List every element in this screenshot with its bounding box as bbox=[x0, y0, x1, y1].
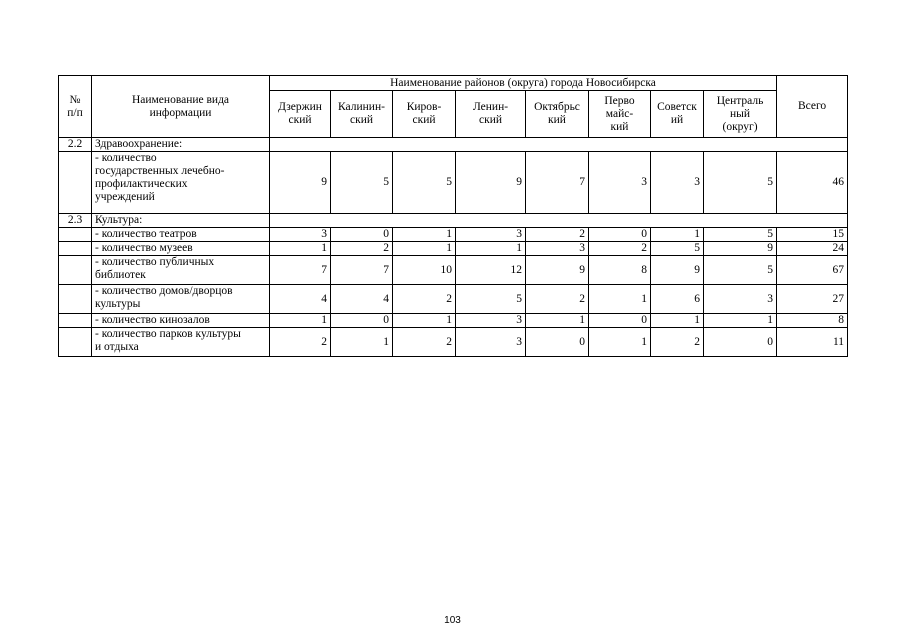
header-district-3: Ленин- ский bbox=[456, 91, 526, 138]
row-label: - количество театров bbox=[92, 228, 270, 242]
value-cell: 3 bbox=[456, 314, 526, 328]
value-cell: 2 bbox=[651, 328, 704, 357]
value-cell: 2 bbox=[331, 242, 393, 256]
value-cell: 3 bbox=[704, 285, 777, 314]
header-info-type-text: Наименование вида информации bbox=[131, 93, 230, 119]
header-total: Всего bbox=[777, 76, 848, 138]
table-row bbox=[59, 242, 848, 256]
value-cell: 1 bbox=[331, 328, 393, 357]
total-cell: 8 bbox=[777, 314, 848, 328]
value-cell: 9 bbox=[270, 152, 331, 214]
value-cell: 3 bbox=[651, 152, 704, 214]
section-title: Здравоохранение: bbox=[92, 138, 270, 152]
header-district-2: Киров- ский bbox=[393, 91, 456, 138]
value-cell: 4 bbox=[331, 285, 393, 314]
value-cell: 3 bbox=[526, 242, 589, 256]
header-district-4: Октябрьс кий bbox=[526, 91, 589, 138]
value-cell: 1 bbox=[651, 314, 704, 328]
value-cell: 0 bbox=[589, 228, 651, 242]
value-cell: 3 bbox=[270, 228, 331, 242]
row-number-cell bbox=[59, 285, 92, 314]
row-label: - количество кинозалов bbox=[92, 314, 270, 328]
value-cell: 9 bbox=[526, 256, 589, 285]
value-cell: 5 bbox=[704, 152, 777, 214]
value-cell: 2 bbox=[526, 228, 589, 242]
row-number-cell bbox=[59, 314, 92, 328]
value-cell: 3 bbox=[589, 152, 651, 214]
row-label: - количество музеев bbox=[92, 242, 270, 256]
value-cell: 6 bbox=[651, 285, 704, 314]
header-info-type bbox=[92, 76, 270, 138]
value-cell: 1 bbox=[270, 242, 331, 256]
value-cell: 5 bbox=[393, 152, 456, 214]
value-cell: 5 bbox=[704, 228, 777, 242]
value-cell: 8 bbox=[589, 256, 651, 285]
total-cell: 24 bbox=[777, 242, 848, 256]
district-statistics-table bbox=[58, 75, 848, 357]
value-cell: 7 bbox=[331, 256, 393, 285]
table-row bbox=[59, 152, 848, 214]
page-number: 103 bbox=[444, 615, 461, 626]
table-row bbox=[59, 256, 848, 285]
value-cell: 2 bbox=[393, 285, 456, 314]
value-cell: 0 bbox=[526, 328, 589, 357]
row-label: - количество парков культуры и отдыха bbox=[92, 328, 270, 357]
value-cell: 4 bbox=[270, 285, 331, 314]
section-number: 2.3 bbox=[59, 214, 92, 228]
value-cell: 5 bbox=[331, 152, 393, 214]
table-row bbox=[59, 285, 848, 314]
value-cell: 9 bbox=[456, 152, 526, 214]
header-district-6: Советск ий bbox=[651, 91, 704, 138]
total-cell: 27 bbox=[777, 285, 848, 314]
value-cell: 1 bbox=[393, 228, 456, 242]
value-cell: 0 bbox=[704, 328, 777, 357]
header-district-0: Дзержин ский bbox=[270, 91, 331, 138]
row-number-cell bbox=[59, 228, 92, 242]
table-row bbox=[59, 314, 848, 328]
value-cell: 1 bbox=[704, 314, 777, 328]
row-label: - количество публичных библиотек bbox=[92, 256, 270, 285]
value-cell: 0 bbox=[331, 228, 393, 242]
value-cell: 7 bbox=[270, 256, 331, 285]
value-cell: 2 bbox=[393, 328, 456, 357]
row-number-cell bbox=[59, 328, 92, 357]
total-cell: 67 bbox=[777, 256, 848, 285]
value-cell: 3 bbox=[456, 328, 526, 357]
value-cell: 1 bbox=[270, 314, 331, 328]
section-empty-cell bbox=[270, 214, 848, 228]
table-row bbox=[59, 228, 848, 242]
header-district-5: Перво майс- кий bbox=[589, 91, 651, 138]
value-cell: 5 bbox=[704, 256, 777, 285]
value-cell: 1 bbox=[393, 314, 456, 328]
table-body bbox=[59, 138, 848, 357]
value-cell: 3 bbox=[456, 228, 526, 242]
header-district-1: Калинин- ский bbox=[331, 91, 393, 138]
value-cell: 9 bbox=[651, 256, 704, 285]
value-cell: 1 bbox=[651, 228, 704, 242]
value-cell: 0 bbox=[331, 314, 393, 328]
row-label: - количество домов/дворцов культуры bbox=[92, 285, 270, 314]
header-number bbox=[59, 76, 92, 138]
total-cell: 46 bbox=[777, 152, 848, 214]
value-cell: 2 bbox=[526, 285, 589, 314]
header-districts-group: Наименование районов (округа) города Новосибирска bbox=[270, 76, 777, 91]
table-row bbox=[59, 328, 848, 357]
section-empty-cell bbox=[270, 138, 848, 152]
row-number-cell bbox=[59, 256, 92, 285]
header-district-7: Централь ный (округ) bbox=[704, 91, 777, 138]
header-number-text: № п/п bbox=[67, 93, 83, 119]
row-label: - количество государственных лечебно- профилактических учреждений bbox=[92, 152, 270, 214]
section-row bbox=[59, 214, 848, 228]
value-cell: 12 bbox=[456, 256, 526, 285]
row-number-cell bbox=[59, 242, 92, 256]
value-cell: 5 bbox=[651, 242, 704, 256]
table-header bbox=[59, 76, 848, 138]
value-cell: 10 bbox=[393, 256, 456, 285]
value-cell: 7 bbox=[526, 152, 589, 214]
total-cell: 15 bbox=[777, 228, 848, 242]
value-cell: 1 bbox=[589, 328, 651, 357]
section-title: Культура: bbox=[92, 214, 270, 228]
section-number: 2.2 bbox=[59, 138, 92, 152]
section-row bbox=[59, 138, 848, 152]
total-cell: 11 bbox=[777, 328, 848, 357]
value-cell: 2 bbox=[270, 328, 331, 357]
value-cell: 5 bbox=[456, 285, 526, 314]
value-cell: 9 bbox=[704, 242, 777, 256]
value-cell: 1 bbox=[526, 314, 589, 328]
value-cell: 1 bbox=[393, 242, 456, 256]
value-cell: 1 bbox=[589, 285, 651, 314]
row-number-cell bbox=[59, 152, 92, 214]
value-cell: 0 bbox=[589, 314, 651, 328]
value-cell: 1 bbox=[456, 242, 526, 256]
value-cell: 2 bbox=[589, 242, 651, 256]
